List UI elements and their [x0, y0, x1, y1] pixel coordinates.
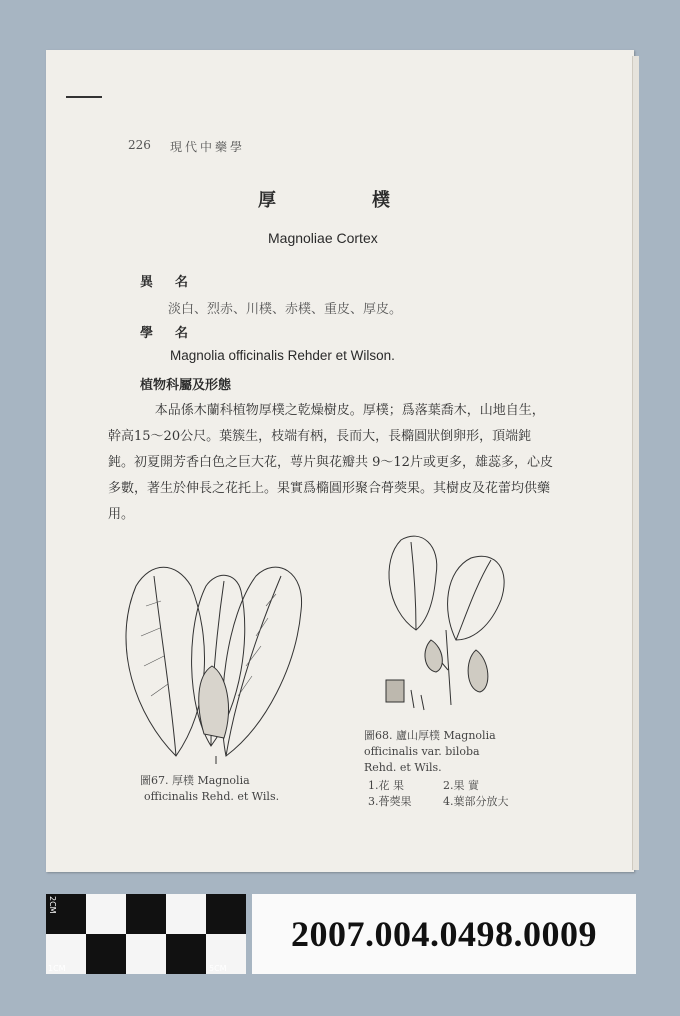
scale-label-left: 1CM [48, 964, 66, 973]
alt-names-heading: 異名 [140, 275, 211, 290]
catalog-id: 2007.004.0498.0009 [291, 914, 597, 954]
scientific-name-text: Magnolia officinalis Rehder et Wilson. [170, 348, 395, 363]
scale-label-top: 2CM [48, 896, 57, 914]
figure-68-caption-line: 圖68. 廬山厚樸 Magnolia [364, 729, 496, 742]
family-morphology-text: 本品係木蘭科植物厚樸之乾燥樹皮。厚樸；爲落葉喬木，山地自生，幹高15～20公尺。葉簇生，枝端有柄，長而大，長橢圓狀倒卵形，頂端鈍鈍。初夏開芳香白色之巨大花，萼片與花瓣共 9～12片或更多，雄蕊多，心皮多數，著生於伸長之花托上。果實爲橢圓形聚合蓇葖果。其樹皮及花蕾均供藥用。 [108, 403, 553, 522]
page-edge [632, 56, 639, 870]
figure-68-caption-line: officinalis var. biloba [364, 745, 480, 758]
scale-label-right: 5CM [209, 964, 227, 973]
magnolia-leaves-illustration [116, 556, 306, 764]
catalog-label [252, 894, 636, 974]
figure-68-caption-line: Rehd. et Wils. [364, 761, 442, 774]
entry-title-latin: Magnoliae Cortex [268, 230, 378, 246]
book-title: 現代中藥學 [170, 140, 246, 154]
figure-68-caption [364, 728, 496, 776]
figure-67-caption-line: 圖67. 厚樸 Magnolia [140, 774, 250, 787]
figure-legend-item: 4.葉部分放大 [443, 795, 509, 808]
scientific-name-heading: 學名 [140, 326, 211, 341]
figure-legend-item: 1.花 果 [368, 779, 404, 792]
figure-legend-item: 2.果 實 [443, 779, 479, 792]
page-number: 226 [128, 138, 151, 152]
entry-title-chinese: 厚樸 [258, 190, 486, 211]
figure-67-caption-line: officinalis Rehd. et Wils. [144, 790, 280, 803]
figure-67-caption [140, 773, 279, 805]
magnolia-variety-illustration [376, 530, 526, 725]
figure-legend-item: 3.蓇葖果 [368, 795, 412, 808]
margin-mark [66, 96, 102, 98]
family-morphology-heading: 植物科屬及形態 [140, 378, 232, 393]
alt-names-text: 淡白、烈赤、川樸、赤樸、重皮、厚皮。 [168, 302, 403, 317]
